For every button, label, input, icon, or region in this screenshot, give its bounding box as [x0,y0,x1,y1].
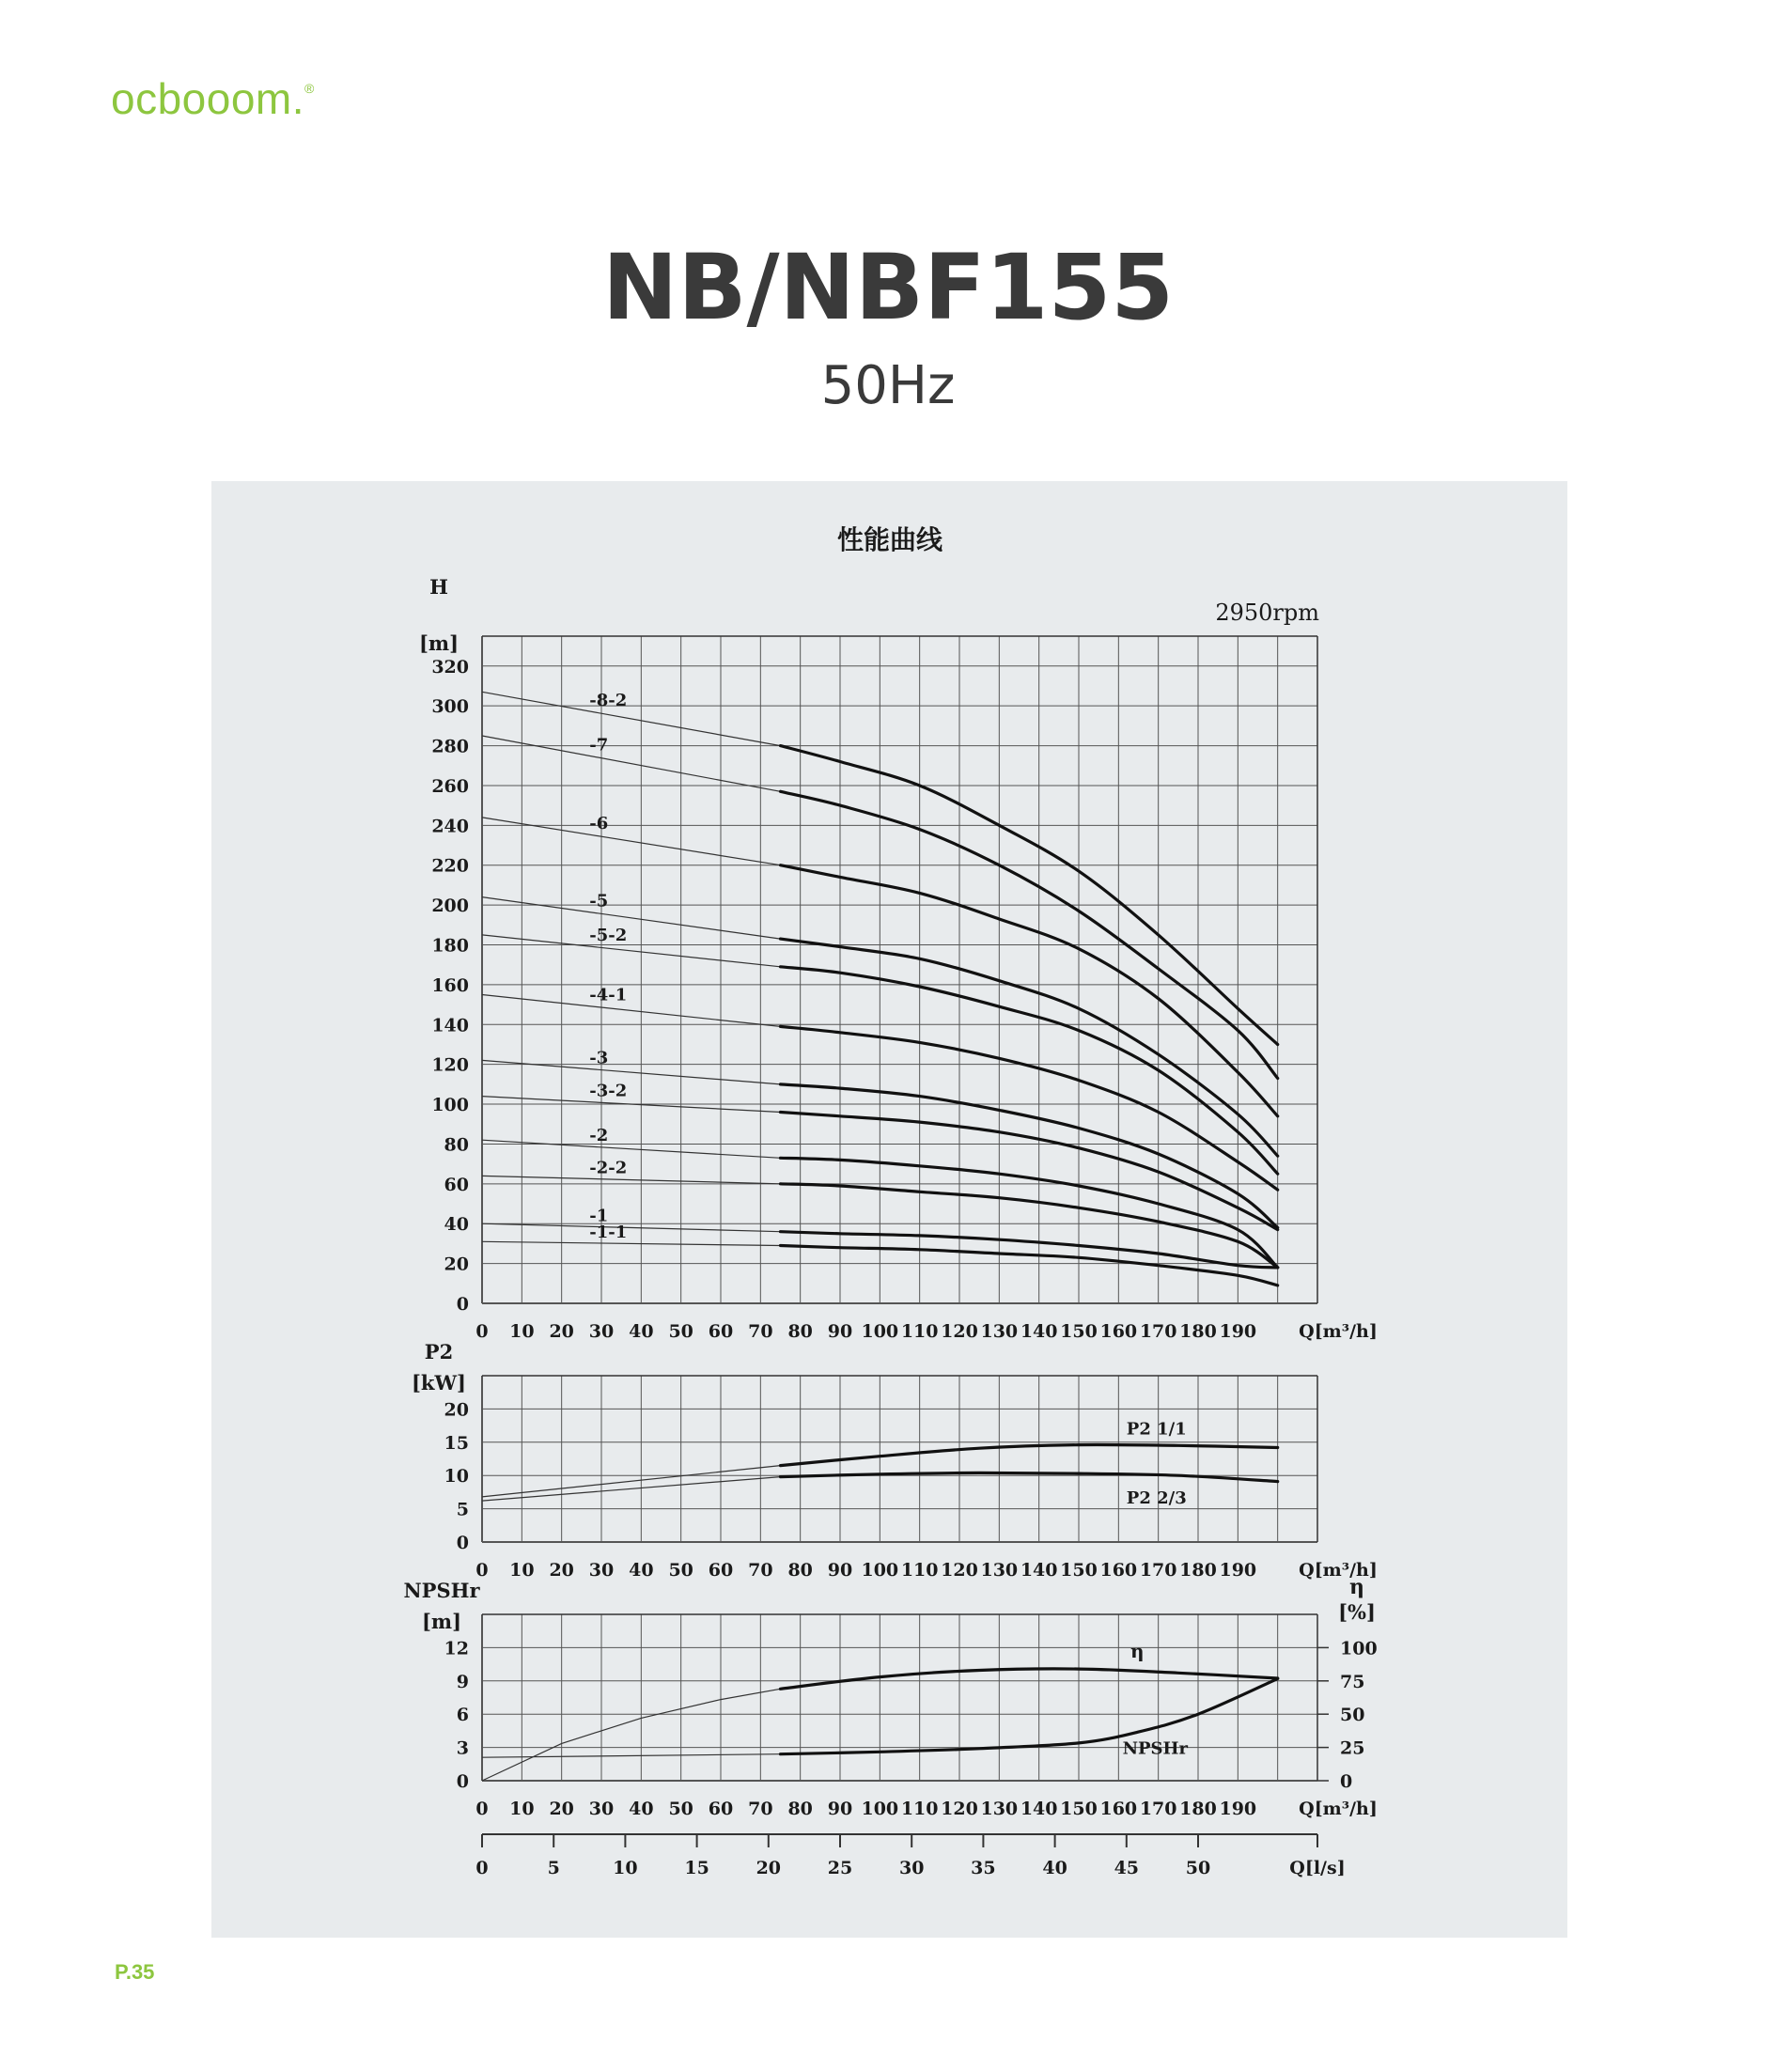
y-axis-label: P2 [424,1340,454,1363]
h-series-label: -6 [589,814,609,834]
h-series-curve [781,1246,1278,1285]
y-tick-label: 180 [431,935,469,957]
h-series-curve [781,1113,1278,1230]
x-tick-label: 40 [629,1321,654,1342]
x-tick-label: 60 [708,1321,734,1342]
x-tick-label: 90 [827,1799,853,1819]
h-series-curve [781,1026,1278,1190]
h-series-thin-line [482,935,781,967]
x-tick-label: 160 [1099,1799,1138,1819]
x-tick-label: 110 [900,1321,939,1342]
y-axis-unit: [m] [418,631,460,655]
x-tick-label: 90 [827,1560,853,1581]
x-tick-label: 190 [1219,1799,1257,1819]
x-tick-label: 120 [941,1560,978,1581]
h-series-label: -7 [589,735,609,756]
y-tick-label: 60 [444,1174,469,1195]
x-tick-label: 110 [900,1560,939,1581]
x-tick-label: 30 [588,1799,615,1819]
x-tick-label: 110 [900,1799,939,1819]
h-series-label: -5 [589,891,609,911]
x-tick-label: 150 [1060,1799,1098,1819]
npshr-series-label: NPSHr [1122,1738,1189,1759]
p2-series-thin-line [482,1466,781,1497]
h-series-thin-line [482,1140,781,1158]
x-tick-label: 150 [1060,1560,1098,1581]
x-axis-label: Q[m³/h] [1299,1321,1378,1342]
x-tick-label: 120 [941,1321,978,1342]
x-tick-label: 0 [475,1799,489,1819]
x-tick-label: 70 [748,1321,773,1342]
y-tick-label: 0 [456,1771,469,1792]
h-series-label: -5-2 [589,926,628,946]
y-tick-label: 0 [456,1533,469,1553]
x-tick-label: 50 [668,1560,693,1581]
h-series-label: -2-2 [589,1158,628,1178]
y-tick-label: 20 [444,1254,469,1275]
y2-axis-label: η [1349,1575,1364,1599]
h-series-curve [781,1084,1278,1228]
p2-series-curve [781,1472,1278,1481]
h-series-thin-line [482,736,781,791]
page-number: P.35 [115,1960,155,1984]
x-tick-label: 10 [509,1799,535,1819]
y2-tick-label: 25 [1340,1737,1365,1759]
x-tick-label: 70 [748,1799,773,1819]
x-tick-label: 30 [588,1560,615,1581]
x2-tick-label: 25 [827,1858,853,1878]
x-tick-label: 80 [787,1560,813,1581]
x2-tick-label: 40 [1042,1858,1067,1878]
x-tick-label: 60 [708,1799,734,1819]
x2-axis-label: Q[l/s] [1289,1858,1346,1878]
page-title: NB/NBF155 [601,235,1175,340]
x-tick-label: 20 [549,1321,574,1342]
frequency-subtitle: 50Hz [820,355,956,416]
x-tick-label: 140 [1020,1321,1058,1342]
h-series-thin-line [482,1223,781,1232]
y-tick-label: 20 [444,1399,469,1421]
h-series-label: -2 [589,1126,609,1146]
npshr-series-curve [781,1678,1278,1753]
x-tick-label: 60 [708,1560,734,1581]
y-tick-label: 300 [431,696,469,718]
x-tick-label: 70 [748,1560,773,1581]
x-tick-label: 150 [1060,1321,1098,1342]
h-series-label: -4-1 [589,985,628,1005]
y-tick-label: 220 [431,855,469,877]
y-tick-label: 200 [431,896,469,917]
y-tick-label: 120 [431,1054,469,1076]
eta-series-label: η [1130,1640,1145,1663]
y2-tick-label: 75 [1340,1671,1365,1692]
x-tick-label: 180 [1179,1321,1217,1342]
h-series-thin-line [482,1241,781,1245]
p2-series-thin-line [482,1477,781,1502]
h-series-label: -3-2 [589,1081,628,1101]
x-tick-label: 160 [1099,1321,1138,1342]
registered-mark: ® [304,81,315,96]
x-tick-label: 190 [1219,1560,1257,1581]
x-tick-label: 160 [1099,1560,1138,1581]
x-tick-label: 20 [549,1799,574,1819]
y-tick-label: 3 [456,1737,469,1759]
h-series-thin-line [482,692,781,745]
x-tick-label: 120 [941,1799,978,1819]
y-tick-label: 40 [444,1214,469,1236]
x-tick-label: 40 [629,1799,654,1819]
x-tick-label: 170 [1139,1799,1177,1819]
x-tick-label: 40 [629,1560,654,1581]
eta-series-curve [781,1669,1278,1689]
x-axis-label: Q[m³/h] [1299,1799,1378,1819]
y-tick-label: 10 [444,1466,469,1488]
y-tick-label: 80 [444,1134,469,1156]
x-tick-label: 10 [509,1321,535,1342]
x-tick-label: 0 [475,1321,489,1342]
h-series-thin-line [482,897,781,940]
x-tick-label: 130 [980,1560,1019,1581]
y2-tick-label: 100 [1340,1638,1378,1659]
x-tick-label: 140 [1020,1560,1058,1581]
p2-series-label: P2 1/1 [1126,1419,1187,1440]
x-tick-label: 90 [827,1321,853,1342]
x-tick-label: 170 [1139,1560,1177,1581]
h-series-thin-line [482,1176,781,1183]
npshr-series-thin-line [482,1754,781,1758]
h-series-label: -1-1 [589,1222,628,1242]
x-tick-label: 100 [861,1321,899,1342]
x2-tick-label: 45 [1114,1858,1140,1878]
x-tick-label: 10 [509,1560,535,1581]
x2-tick-label: 30 [898,1858,925,1878]
y-tick-label: 9 [456,1671,469,1692]
y2-tick-label: 0 [1340,1771,1353,1792]
y-tick-label: 140 [431,1015,469,1036]
x-tick-label: 100 [861,1560,899,1581]
x-tick-label: 180 [1179,1560,1217,1581]
p2-series-label: P2 2/3 [1126,1488,1187,1509]
h-series-curve [781,746,1278,1045]
h-series-label: -1 [589,1206,609,1226]
x2-tick-label: 15 [684,1858,709,1878]
y-tick-label: 15 [444,1432,469,1454]
y-axis-unit: [kW] [411,1371,467,1394]
y-axis-unit: [m] [421,1610,462,1633]
x2-tick-label: 20 [756,1858,782,1878]
y-tick-label: 5 [456,1499,469,1520]
brand-logo: ocbooom.® [111,74,315,123]
x-tick-label: 130 [980,1321,1019,1342]
chart-panel [211,481,1567,1938]
x-tick-label: 100 [861,1799,899,1819]
x2-tick-label: 0 [475,1858,489,1878]
h-series-thin-line [482,818,781,865]
x-tick-label: 130 [980,1799,1019,1819]
x-tick-label: 80 [787,1799,813,1819]
h-series-thin-line [482,995,781,1027]
x-tick-label: 0 [475,1560,489,1581]
y-tick-label: 260 [431,775,469,797]
performance-chart [211,481,1567,1938]
x-tick-label: 190 [1219,1321,1257,1342]
y-axis-label: NPSHr [403,1579,480,1602]
chart-title: 性能曲线 [836,524,943,555]
h-series-curve [781,1232,1278,1268]
y-tick-label: 100 [431,1095,469,1116]
x-tick-label: 50 [668,1321,693,1342]
y-tick-label: 12 [444,1638,469,1659]
y-tick-label: 6 [456,1705,469,1726]
x2-tick-label: 35 [971,1858,996,1878]
h-series-curve [781,939,1278,1156]
y2-tick-label: 50 [1340,1705,1365,1726]
x-tick-label: 20 [549,1560,574,1581]
y-tick-label: 240 [431,816,469,837]
x-tick-label: 140 [1020,1799,1058,1819]
x-tick-label: 30 [588,1321,615,1342]
y-tick-label: 320 [431,656,469,678]
eta-series-thin-line [482,1689,781,1781]
x2-tick-label: 10 [613,1858,638,1878]
x-tick-label: 170 [1139,1321,1177,1342]
speed-label: 2950rpm [1215,600,1319,626]
x-tick-label: 80 [787,1321,813,1342]
h-series-label: -8-2 [589,690,628,710]
p2-series-curve [781,1444,1278,1465]
x-axis-label: Q[m³/h] [1299,1560,1378,1581]
y-tick-label: 280 [431,736,469,757]
y-tick-label: 0 [456,1294,469,1315]
h-series-curve [781,967,1278,1174]
x2-tick-label: 5 [547,1858,560,1878]
h-series-label: -3 [589,1048,609,1068]
x-tick-label: 50 [668,1799,693,1819]
x-tick-label: 180 [1179,1799,1217,1819]
y2-axis-unit: [%] [1338,1600,1376,1624]
y-tick-label: 160 [431,974,469,996]
x2-tick-label: 50 [1185,1858,1211,1878]
y-axis-label: H [429,575,448,599]
